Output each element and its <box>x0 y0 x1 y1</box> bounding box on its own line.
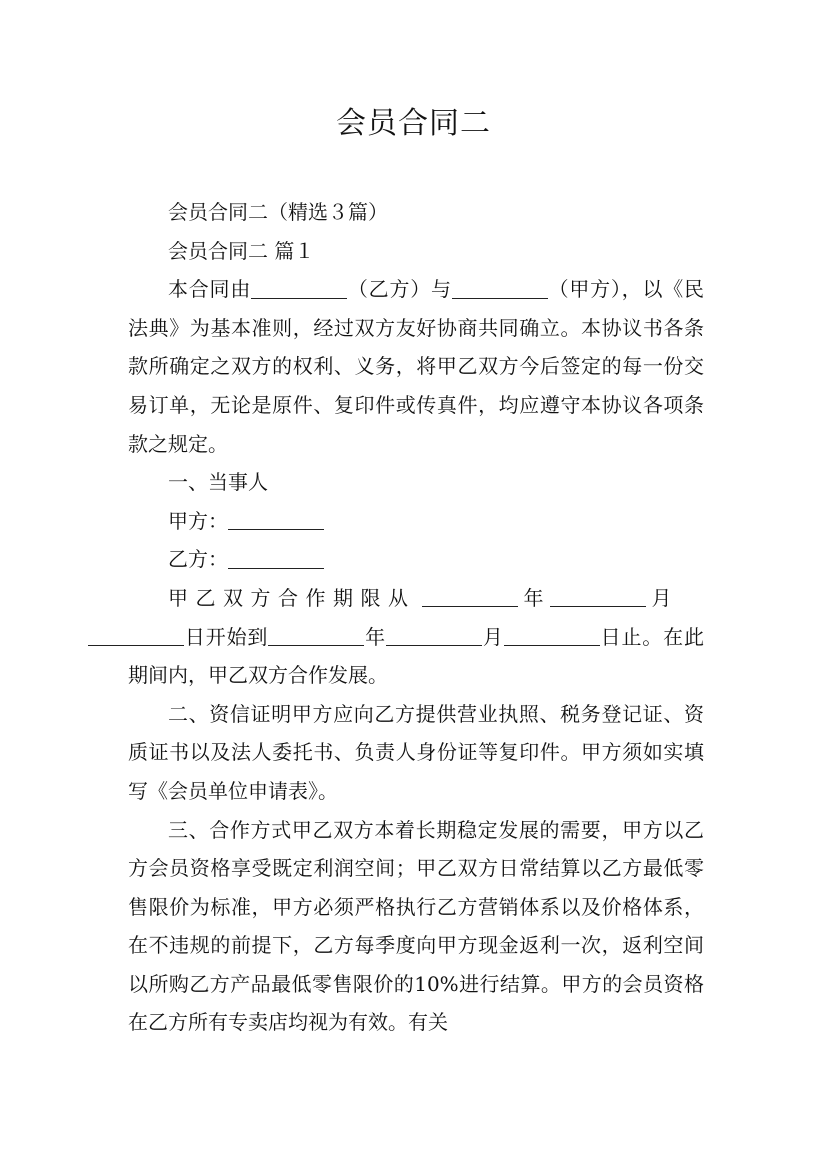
party-b-line <box>128 540 704 579</box>
document-body <box>128 193 704 1042</box>
period-year: 年 <box>523 585 544 610</box>
intro-text-2: （乙方）与 <box>347 277 452 302</box>
intro-text-3: （甲方），以《民法典》为基本准则，经过双方友好协商共同确立。本协议书各条款所确定之双方的权利、义务，将甲乙双方今后签定的每一份交易订单，无论是原件、复印件或传真件，均应遵守本协议各项条款之规定。 <box>128 277 705 456</box>
blank-field <box>422 585 518 607</box>
period-month-2: 月 <box>482 624 504 649</box>
blank-field <box>452 277 548 299</box>
blank-field <box>504 624 600 646</box>
paragraph-intro <box>128 270 704 463</box>
subtitle-line: 会员合同二（精选３篇） <box>168 200 388 224</box>
blank-field <box>228 508 324 530</box>
paragraph-period <box>128 579 704 695</box>
blank-field <box>228 547 324 569</box>
party-a-line <box>128 502 704 541</box>
party-a-label: 甲方： <box>168 508 228 533</box>
blank-field <box>88 624 184 646</box>
period-text-3: 日止。在此期间内，甲乙双方合作发展。 <box>128 624 705 688</box>
document-title: 会员合同二 <box>336 106 491 141</box>
heading-parties: 一、当事人 <box>168 470 268 495</box>
party-b-label: 乙方： <box>168 547 228 572</box>
period-text-2: 日开始到 <box>184 624 269 649</box>
blank-field <box>550 585 646 607</box>
blank-field <box>386 624 482 646</box>
intro-text-1: 本合同由 <box>168 277 252 302</box>
section-heading: 会员合同二 篇１ <box>168 238 315 263</box>
period-year-2: 年 <box>364 624 387 649</box>
paragraph-cooperation: 三、合作方式甲乙双方本着长期稳定发展的需要，甲方以乙方会员资格享受既定利润空间；甲乙双方日常结算以乙方最低零售限价为标准，甲方必须严格执行乙方营销体系以及价格体系，在不违规的前提下，乙方每季度向甲方现金返利一次，返利空间以所购乙方产品最低零售限价的10%进行结算。甲方的会员资格在乙方所有专卖店均视为有效。有关 <box>128 817 704 1035</box>
paragraph-credit: 二、资信证明甲方应向乙方提供营业执照、税务登记证、资质证书以及法人委托书、负责人身份证等复印件。甲方须如实填写《会员单位申请表》。 <box>128 701 704 803</box>
period-month: 月 <box>651 585 672 610</box>
blank-field <box>268 624 364 646</box>
blank-field <box>251 277 347 299</box>
period-text-1: 甲乙双方合作期限从 <box>168 585 416 610</box>
